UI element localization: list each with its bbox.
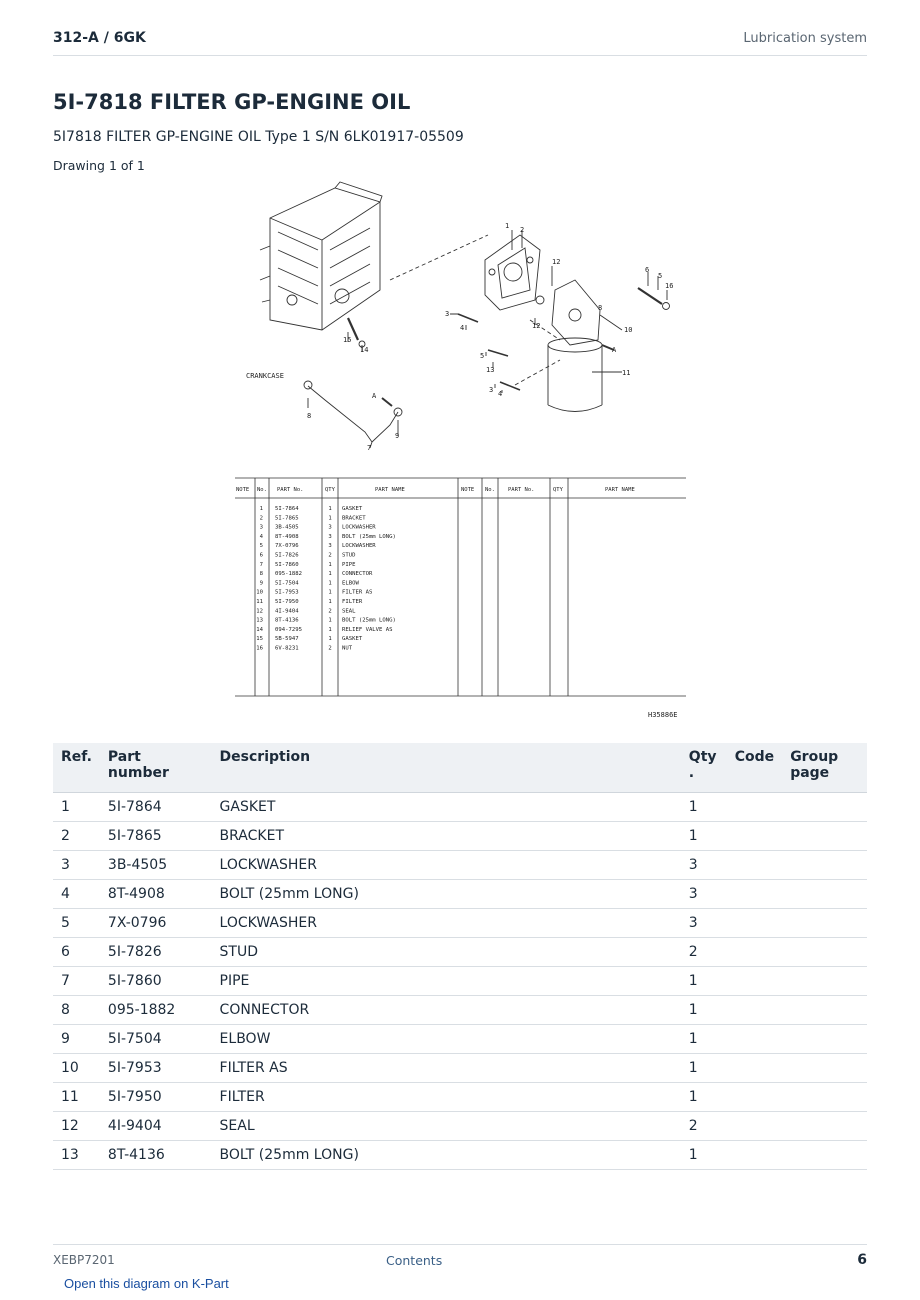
document-id: XEBP7201 (53, 1253, 115, 1267)
cell-description: BOLT (25mm LONG) (212, 1140, 681, 1169)
cell-qty: 2 (681, 1111, 727, 1140)
cell-code (727, 1082, 782, 1111)
cell-group-page (782, 850, 867, 879)
drawing-row-pn: 6V-8231 (275, 645, 299, 652)
drawing-row-no: 1 (259, 506, 263, 512)
cell-qty: 3 (681, 850, 727, 879)
table-row (53, 850, 867, 879)
drawing-row-name: NUT (342, 645, 353, 652)
cell-code (727, 1053, 782, 1082)
cell-code (727, 792, 782, 821)
header-part-number: Part number (100, 743, 212, 792)
svg-text:14: 14 (360, 346, 369, 354)
header-code: Code (727, 743, 782, 792)
svg-text:12: 12 (532, 322, 541, 330)
cell-description: BRACKET (212, 821, 681, 850)
table-row (53, 908, 867, 937)
cell-code (727, 850, 782, 879)
cell-qty: 1 (681, 821, 727, 850)
cell-description: FILTER AS (212, 1053, 681, 1082)
drawing-row-name: CONNECTOR (342, 571, 373, 578)
drawing-row-no: 6 (259, 552, 263, 559)
cell-group-page (782, 792, 867, 821)
open-kpart-link[interactable]: Open this diagram on K-Part (64, 1276, 229, 1291)
svg-text:2: 2 (520, 226, 525, 234)
cell-description: FILTER (212, 1082, 681, 1111)
cell-group-page (782, 966, 867, 995)
drawing-row-no: 16 (256, 645, 263, 652)
drawing-row-pn: 7X-0796 (275, 543, 299, 550)
cell-code (727, 1111, 782, 1140)
drawing-row-no: 3 (259, 524, 263, 531)
drawing-row-pn: 5I-7826 (275, 552, 299, 559)
cell-group-page (782, 821, 867, 850)
page-number: 6 (857, 1252, 867, 1268)
cell-qty: 3 (681, 908, 727, 937)
cell-part-number: 5I-7860 (100, 966, 212, 995)
svg-text:PART NAME: PART NAME (375, 487, 405, 493)
cell-ref: 1 (53, 792, 100, 821)
cell-qty: 1 (681, 995, 727, 1024)
drawing-row-qty: 3 (328, 524, 332, 531)
drawing-row-qty: 1 (328, 571, 332, 578)
cell-group-page (782, 1024, 867, 1053)
svg-text:11: 11 (622, 369, 631, 377)
table-row (53, 1111, 867, 1140)
cell-part-number: 5I-7504 (100, 1024, 212, 1053)
drawing-row-name: GASKET (342, 636, 363, 643)
cell-description: GASKET (212, 792, 681, 821)
svg-text:PART NAME: PART NAME (605, 487, 635, 493)
drawing-row-pn: 5B-5947 (275, 636, 299, 643)
cell-ref: 8 (53, 995, 100, 1024)
svg-text:5: 5 (480, 352, 485, 360)
svg-text:No.: No. (257, 487, 267, 493)
svg-text:16: 16 (665, 282, 674, 290)
drawing-row-pn: 5I-7950 (275, 599, 299, 605)
drawing-row-name: PIPE (342, 561, 356, 568)
cell-qty: 2 (681, 937, 727, 966)
cell-part-number: 095-1882 (100, 995, 212, 1024)
header-group-page: Group page (782, 743, 867, 792)
drawing-row-qty: 1 (328, 626, 332, 633)
page-header (53, 28, 867, 56)
drawing-row-qty: 3 (328, 533, 332, 540)
cell-qty: 1 (681, 792, 727, 821)
svg-text:NOTE: NOTE (236, 487, 250, 493)
cell-description: LOCKWASHER (212, 908, 681, 937)
drawing-row-qty: 1 (328, 617, 332, 624)
svg-text:9: 9 (395, 432, 400, 440)
drawing-count: Drawing 1 of 1 (53, 158, 145, 173)
drawing-row-name: SEAL (342, 608, 356, 615)
drawing-row-pn: 5I-7504 (275, 580, 299, 587)
drawing-row-name: LOCKWASHER (342, 524, 376, 531)
drawing-row-pn: 8T-4136 (275, 617, 299, 624)
drawing-row-name: FILTER AS (342, 589, 373, 596)
drawing-row-pn: 3B-4505 (275, 524, 299, 531)
cell-description: CONNECTOR (212, 995, 681, 1024)
drawing-row-no: 14 (256, 626, 263, 633)
cell-description: PIPE (212, 966, 681, 995)
cell-part-number: 4I-9404 (100, 1111, 212, 1140)
drawing-row-qty: 2 (328, 645, 332, 652)
cell-ref: 5 (53, 908, 100, 937)
exploded-parts-diagram (230, 180, 700, 730)
svg-text:3: 3 (445, 310, 450, 318)
cell-part-number: 8T-4908 (100, 879, 212, 908)
drawing-row-qty: 1 (328, 515, 332, 522)
drawing-row-no: 9 (259, 580, 263, 587)
table-row (53, 1082, 867, 1111)
cell-code (727, 1024, 782, 1053)
cell-part-number: 5I-7950 (100, 1082, 212, 1111)
cell-qty: 1 (681, 1140, 727, 1169)
cell-part-number: 5I-7864 (100, 792, 212, 821)
cell-ref: 13 (53, 1140, 100, 1169)
filter-head-drawing (536, 280, 603, 345)
svg-text:12: 12 (552, 258, 561, 266)
svg-text:1: 1 (505, 222, 510, 230)
table-row (53, 1140, 867, 1169)
svg-text:NOTE: NOTE (461, 487, 475, 493)
cell-part-number: 7X-0796 (100, 908, 212, 937)
header-qty: Qty . (681, 743, 727, 792)
table-row (53, 966, 867, 995)
drawing-row-pn: 5I-7860 (275, 561, 299, 568)
cell-part-number: 3B-4505 (100, 850, 212, 879)
drawing-row-no: 10 (256, 589, 263, 596)
svg-text:A: A (612, 346, 617, 354)
cell-ref: 3 (53, 850, 100, 879)
cell-code (727, 908, 782, 937)
drawing-row-qty: 1 (328, 506, 332, 512)
drawing-row-qty: 1 (328, 580, 332, 587)
drawing-row-qty: 3 (328, 543, 332, 550)
drawing-row-no: 4 (259, 533, 263, 540)
table-row (53, 879, 867, 908)
drawing-row-no: 11 (256, 599, 263, 605)
svg-text:7: 7 (367, 444, 372, 452)
drawing-row-pn: 094-7295 (275, 626, 302, 633)
section-label: Lubrication system (743, 31, 867, 46)
cell-code (727, 879, 782, 908)
drawing-row-name: RELIEF VALVE AS (342, 626, 393, 633)
drawing-row-no: 5 (259, 543, 263, 550)
cell-code (727, 1140, 782, 1169)
page-title: 5I-7818 FILTER GP-ENGINE OIL (53, 90, 411, 114)
cell-code (727, 966, 782, 995)
drawing-row-name: LOCKWASHER (342, 543, 376, 550)
svg-text:PART No.: PART No. (277, 487, 304, 493)
cell-ref: 12 (53, 1111, 100, 1140)
drawing-row-name: STUD (342, 552, 356, 559)
cell-description: STUD (212, 937, 681, 966)
engine-block-drawing (260, 182, 382, 330)
table-row (53, 821, 867, 850)
cell-description: LOCKWASHER (212, 850, 681, 879)
svg-text:15: 15 (343, 336, 352, 344)
drawing-row-no: 8 (259, 571, 263, 578)
cell-code (727, 937, 782, 966)
table-row (53, 1024, 867, 1053)
drawing-row-pn: 5I-7865 (275, 515, 299, 522)
cell-code (727, 995, 782, 1024)
drawing-row-no: 13 (256, 617, 263, 624)
header-ref: Ref. (53, 743, 100, 792)
cell-group-page (782, 937, 867, 966)
table-row (53, 937, 867, 966)
drawing-row-name: ELBOW (342, 580, 359, 587)
cell-ref: 9 (53, 1024, 100, 1053)
cell-description: SEAL (212, 1111, 681, 1140)
drawing-row-qty: 1 (328, 561, 332, 568)
page-subtitle: 5I7818 FILTER GP-ENGINE OIL Type 1 S/N 6LK01917-05509 (53, 129, 464, 145)
cell-ref: 10 (53, 1053, 100, 1082)
cell-group-page (782, 1111, 867, 1140)
drawing-row-pn: 4I-9404 (275, 608, 299, 615)
svg-text:10: 10 (624, 326, 633, 334)
table-row (53, 995, 867, 1024)
cell-description: ELBOW (212, 1024, 681, 1053)
cell-group-page (782, 1053, 867, 1082)
drawing-row-pn: 5I-7864 (275, 506, 299, 512)
cell-qty: 1 (681, 1053, 727, 1082)
cell-group-page (782, 908, 867, 937)
cell-qty: 1 (681, 1082, 727, 1111)
cell-ref: 11 (53, 1082, 100, 1111)
crankcase-label: CRANKCASE (246, 372, 284, 380)
svg-text:PART No.: PART No. (508, 487, 535, 493)
model-label: 312-A / 6GK (53, 30, 146, 46)
drawing-row-name: BOLT (25mm LONG) (342, 617, 396, 624)
svg-text:4: 4 (460, 324, 465, 332)
cell-group-page (782, 1140, 867, 1169)
drawing-row-name: BRACKET (342, 515, 366, 522)
cell-group-page (782, 879, 867, 908)
bracket-drawing (485, 235, 540, 310)
drawing-row-qty: 2 (328, 608, 332, 615)
drawing-row-no: 2 (259, 515, 263, 522)
diagram-ref-code: H35886E (648, 711, 678, 719)
svg-text:13: 13 (486, 366, 495, 374)
svg-text:A: A (372, 392, 377, 400)
cell-ref: 2 (53, 821, 100, 850)
table-row (53, 792, 867, 821)
cell-part-number: 5I-7953 (100, 1053, 212, 1082)
svg-text:5: 5 (658, 272, 663, 280)
cell-qty: 1 (681, 966, 727, 995)
drawing-row-no: 15 (256, 636, 263, 643)
cell-code (727, 821, 782, 850)
drawing-row-qty: 1 (328, 589, 332, 596)
page-footer (53, 1244, 867, 1274)
contents-link[interactable]: Contents (386, 1253, 443, 1268)
oil-pipe-drawing (304, 381, 402, 442)
drawing-row-qty: 1 (328, 599, 332, 605)
drawing-row-qty: 2 (328, 552, 332, 559)
filter-canister-drawing (548, 338, 602, 412)
cell-part-number: 8T-4136 (100, 1140, 212, 1169)
cell-ref: 4 (53, 879, 100, 908)
svg-text:QTY: QTY (553, 487, 563, 493)
cell-part-number: 5I-7826 (100, 937, 212, 966)
drawing-row-no: 12 (256, 608, 263, 615)
svg-text:QTY: QTY (325, 487, 335, 493)
svg-text:4: 4 (498, 390, 503, 398)
cell-qty: 3 (681, 879, 727, 908)
drawing-row-qty: 1 (328, 636, 332, 643)
cell-qty: 1 (681, 1024, 727, 1053)
parts-table-header (53, 743, 867, 792)
drawing-row-pn: 5I-7953 (275, 589, 299, 596)
drawing-row-name: BOLT (25mm LONG) (342, 533, 396, 540)
parts-table (53, 743, 867, 1170)
svg-text:3: 3 (489, 386, 494, 394)
svg-text:8: 8 (307, 412, 312, 420)
svg-text:No.: No. (485, 487, 495, 493)
drawing-row-name: FILTER (342, 599, 363, 605)
drawing-row-pn: 095-1882 (275, 571, 302, 578)
cell-group-page (782, 1082, 867, 1111)
drawing-parts-table (235, 478, 686, 696)
svg-text:8: 8 (598, 304, 603, 312)
cell-ref: 7 (53, 966, 100, 995)
cell-description: BOLT (25mm LONG) (212, 879, 681, 908)
cell-ref: 6 (53, 937, 100, 966)
cell-part-number: 5I-7865 (100, 821, 212, 850)
table-row (53, 1053, 867, 1082)
cell-group-page (782, 995, 867, 1024)
drawing-row-pn: 8T-4908 (275, 533, 299, 540)
header-description: Description (212, 743, 681, 792)
drawing-row-name: GASKET (342, 506, 363, 512)
drawing-row-no: 7 (259, 561, 263, 568)
svg-text:6: 6 (645, 266, 650, 274)
